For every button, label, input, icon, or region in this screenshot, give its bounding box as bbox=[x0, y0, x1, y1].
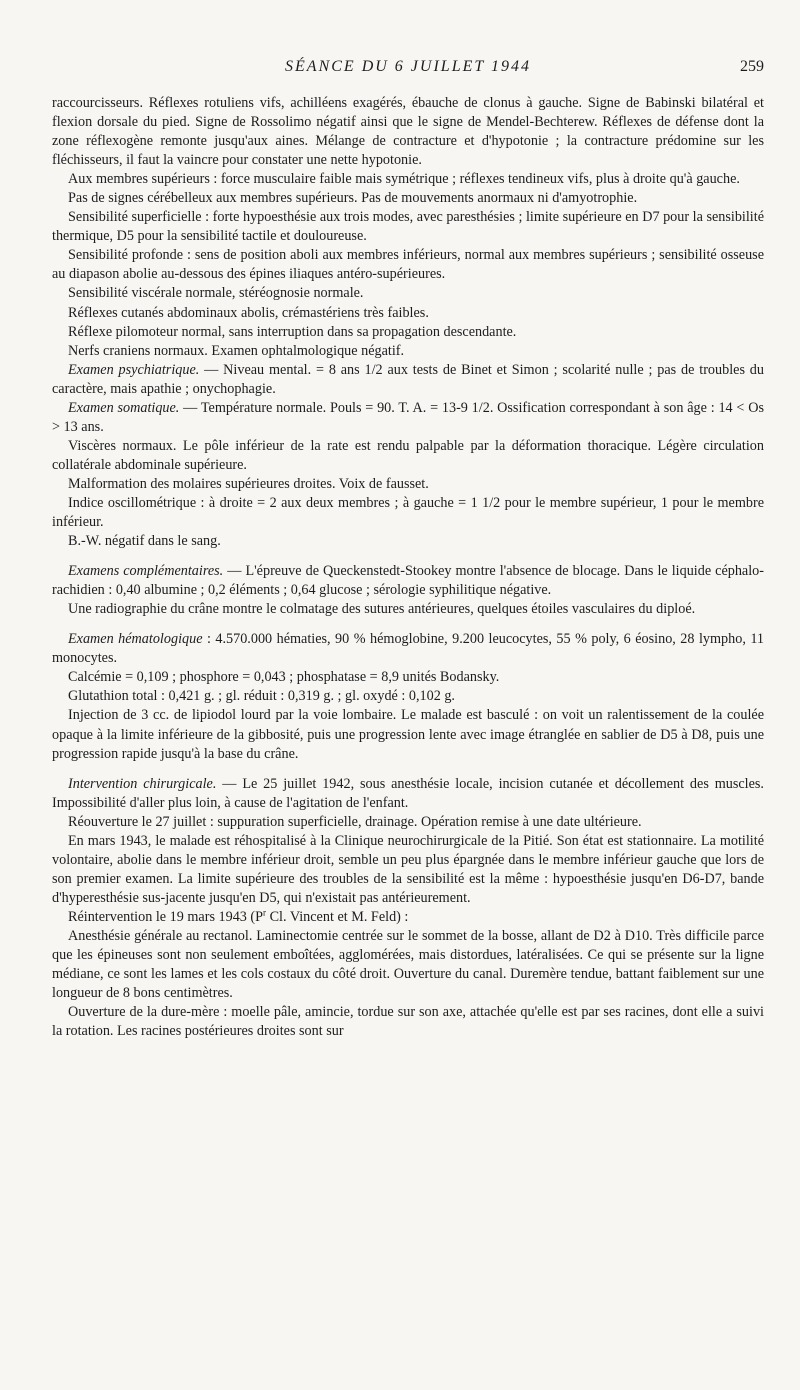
paragraph: Viscères normaux. Le pôle inférieur de la rate est rendu palpable par la déformation thoracique. Légère circulation collatérale abdominale supérieure. bbox=[52, 437, 764, 473]
paragraph-text: — Le 25 juillet 1942, sous anesthésie locale, incision cutanée et décollement des muscles. Impossibilité d'aller plus loin, à cause de l'agitation de l'enfant. bbox=[52, 775, 764, 811]
paragraph: Indice oscillométrique : à droite = 2 aux deux membres ; à gauche = 1 1/2 pour le membre supérieur, 1 pour le membre inférieur. bbox=[52, 494, 764, 531]
paragraph: Calcémie = 0,109 ; phosphore = 0,043 ; phosphatase = 8,9 unités Bodansky. bbox=[68, 669, 500, 686]
paragraph-somatic-exam bbox=[52, 399, 764, 437]
paragraph-text: — Niveau mental. = 8 ans 1/2 aux tests de Binet et Simon ; scolarité nulle ; pas de troubles du caractère, mais apathie ; onychophagie. bbox=[52, 361, 764, 397]
superscript: r bbox=[263, 907, 267, 918]
paragraph: Aux membres supérieurs : force musculaire faible mais symétrique ; réflexes tendineux vifs, plus à droite qu'à gauche. bbox=[68, 171, 740, 188]
paragraph: Sensibilité viscérale normale, stéréognosie normale. bbox=[68, 285, 364, 302]
section-label: Examen somatique. bbox=[68, 399, 180, 416]
paragraph: Glutathion total : 0,421 g. ; gl. réduit : 0,319 g. ; gl. oxydé : 0,102 g. bbox=[68, 688, 455, 705]
paragraph: Anesthésie générale au rectanol. Laminectomie centrée sur le sommet de la bosse, allant de D2 à D10. Très difficile parce que les épineuses sont non seulement emboîtées, agglomérées, mais distordues, latéralisées. Ce qui se présente sur la ligne médiane, ce sont les lames et les cols costaux du côté droit. Ouverture du canal. Duremère tendue, battant faiblement sur une longueur de 8 bons centimètres. bbox=[52, 927, 764, 1002]
paragraph-text: — L'épreuve de Queckenstedt-Stookey montre l'absence de blocage. Dans le liquide céphalo-rachidien : 0,40 albumine ; 0,2 éléments ; 0,64 glucose ; sérologie syphilitique négative. bbox=[52, 563, 764, 599]
paragraph: Sensibilité superficielle : forte hypoesthésie aux trois modes, avec paresthésies ; limite supérieure en D7 pour la sensibilité thermique, D5 pour la sensibilité tactile et douloureuse. bbox=[52, 209, 764, 245]
paragraph: Injection de 3 cc. de lipiodol lourd par la voie lombaire. Le malade est basculé : on voit un ralentissement de la coulée opaque à la limite inférieure de la gibbosité, puis une progression lente avec image étranglée en sablier de D5 à D8, puis une progression rapide jusqu'à la base du crâne. bbox=[52, 707, 764, 762]
paragraph-text: Cl. Vincent et M. Feld) : bbox=[266, 908, 409, 925]
section-label: Examen hématologique bbox=[68, 631, 203, 648]
paragraph-text: : 4.570.000 hématies, 90 % hémoglobine, 9.200 leucocytes, 55 % poly, 6 éosino, 28 lympho, 11 monocytes. bbox=[52, 631, 765, 667]
paragraph: Réflexes cutanés abdominaux abolis, crémastériens très faibles. bbox=[68, 304, 429, 321]
paragraph: Ouverture de la dure-mère : moelle pâle, amincie, tordue sur son axe, attachée qu'elle est par ses racines, dont elle a suivi la rotation. Les racines postérieures droites sont sur bbox=[52, 1004, 764, 1040]
section-label: Intervention chirurgicale. bbox=[68, 775, 217, 792]
paragraph: raccourcisseurs. Réflexes rotuliens vifs, achilléens exagérés, ébauche de clonus à gauche. Signe de Babinski bilatéral et flexion dorsale du pied. Signe de Rossolimo négatif ainsi que le signe de Mendel-Bechterew. Réflexes de défense dont la zone réflexogène remonte jusqu'aux aines. Mélange de contracture et d'hypotonie ; la contracture prédomine sur les fléchisseurs, il faut la vaincre pour constater une nette hypotonie. bbox=[52, 95, 764, 169]
paragraph: Malformation des molaires supérieures droites. Voix de fausset. bbox=[68, 475, 429, 492]
section-label: Examen psychiatrique. bbox=[68, 361, 200, 378]
paragraph: Nerfs craniens normaux. Examen ophtalmologique négatif. bbox=[68, 342, 405, 359]
paragraph-text: — Température normale. Pouls = 90. T. A. = 13-9 1/2. Ossification correspondant à son âge : 14 < Os > 13 ans. bbox=[52, 399, 764, 435]
paragraph: En mars 1943, le malade est réhospitalisé à la Clinique neurochirurgicale de la Pitié. Son état est stationnaire. La motilité volontaire, abolie dans le membre inférieur droit, semble un peu plus épargnée dans le membre inférieur gauche que lors de son premier examen. La limite supérieure des troubles de la sensibilité est la même : hypoesthésie jusqu'en D6-D7, bande d'hyperesthésie sus-jacente jusqu'en D5, qui n'existait pas antérieurement. bbox=[52, 832, 764, 906]
paragraph-psychiatric-exam bbox=[52, 361, 764, 399]
paragraph: B.-W. négatif dans le sang. bbox=[68, 533, 221, 550]
paragraph: Une radiographie du crâne montre le colmatage des sutures antérieures, quelques étoiles vasculaires du diploé. bbox=[68, 601, 696, 618]
paragraph-reintervention bbox=[52, 908, 764, 927]
paragraph: Réflexe pilomoteur normal, sans interruption dans sa propagation descendante. bbox=[68, 323, 517, 340]
page-header bbox=[52, 58, 764, 80]
paragraph-hematology-exam bbox=[52, 630, 764, 668]
running-title: SÉANCE DU 6 JUILLET 1944 bbox=[285, 58, 531, 75]
paragraph: Réouverture le 27 juillet : suppuration superficielle, drainage. Opération remise à une date ultérieure. bbox=[68, 813, 642, 830]
article-body bbox=[52, 94, 764, 1041]
paragraph-text: Réintervention le 19 mars 1943 (P bbox=[68, 908, 264, 925]
paragraph: Sensibilité profonde : sens de position aboli aux membres inférieurs, normal aux membres supérieurs ; sensibilité osseuse au diapason abolie au-dessous des épines iliaques antéro-supérieures. bbox=[52, 247, 764, 283]
paragraph-complementary-exams bbox=[52, 562, 764, 600]
page-number: 259 bbox=[740, 58, 764, 75]
paragraph-surgery bbox=[52, 775, 764, 813]
paragraph: Pas de signes cérébelleux aux membres supérieurs. Pas de mouvements anormaux ni d'amyotrophie. bbox=[68, 190, 638, 207]
section-label: Examens complémentaires. bbox=[68, 563, 224, 580]
